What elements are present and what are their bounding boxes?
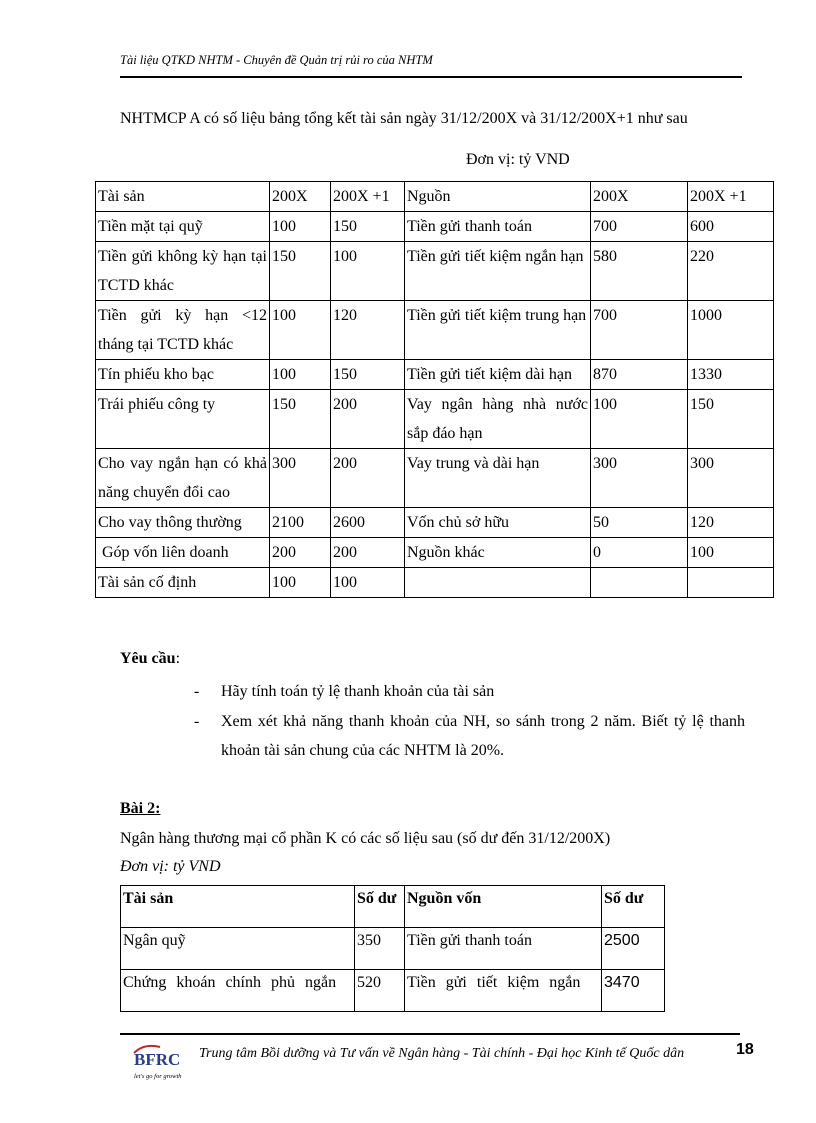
table-cell: 2500 [602, 928, 665, 970]
header-cell: 200X +1 [331, 182, 405, 212]
table-cell: Cho vay thông thường [96, 508, 270, 538]
table-row [96, 301, 774, 360]
exercise-2-title: Bài 2: [120, 800, 161, 817]
table-cell: 120 [331, 301, 405, 360]
page-header: Tài liệu QTKD NHTM - Chuyên đề Quản trị rủi ro của NHTM [120, 53, 433, 67]
table-cell: 100 [270, 360, 331, 390]
table-row [96, 390, 774, 449]
table-cell: Tài sản cố định [96, 568, 270, 598]
table-cell: 150 [270, 390, 331, 449]
table-cell: Tín phiếu kho bạc [96, 360, 270, 390]
dash-marker: - [194, 683, 200, 700]
header-cell: Tài sản [96, 182, 270, 212]
table-cell: 150 [331, 212, 405, 242]
header-cell: Số dư [355, 886, 405, 928]
footer-text: Trung tâm Bồi dưỡng và Tư vấn về Ngân hàng - Tài chính - Đại học Kinh tế Quốc dân [199, 1046, 685, 1061]
header-cell: 200X [591, 182, 688, 212]
table-header-row [121, 886, 665, 928]
bank-k-table [120, 885, 665, 1012]
bfrc-logo [130, 1041, 190, 1081]
table-row [96, 568, 774, 598]
table-cell: 100 [688, 538, 774, 568]
table-cell: Tiền gửi tiết kiệm dài hạn [405, 360, 591, 390]
table-row [96, 360, 774, 390]
header-cell: 200X +1 [688, 182, 774, 212]
table-cell: Tiền gửi thanh toán [405, 928, 602, 970]
table-cell: 1000 [688, 301, 774, 360]
table-cell: 200 [331, 390, 405, 449]
logo-tagline: let's go for growth [134, 1073, 182, 1080]
table-cell: 350 [355, 928, 405, 970]
page-number: 18 [736, 1041, 754, 1058]
table-cell: 700 [591, 301, 688, 360]
table-cell: 100 [270, 301, 331, 360]
table-cell: 520 [355, 970, 405, 1012]
table-cell: 150 [688, 390, 774, 449]
table-cell: 300 [591, 449, 688, 508]
table-cell: 100 [270, 568, 331, 598]
table-cell: 200 [270, 538, 331, 568]
logo-text: BFRC [134, 1050, 181, 1069]
table-cell: 700 [591, 212, 688, 242]
table-cell [591, 568, 688, 598]
footer-rule [120, 1033, 740, 1035]
table-cell: 580 [591, 242, 688, 301]
header-cell: 200X [270, 182, 331, 212]
table-cell: Vốn chủ sở hữu [405, 508, 591, 538]
table-cell: 3470 [602, 970, 665, 1012]
table-row [96, 449, 774, 508]
table-row [96, 538, 774, 568]
exercise-2-text: Ngân hàng thương mại cổ phần K có các số liệu sau (số dư đến 31/12/200X) [120, 830, 611, 847]
table-cell: 100 [331, 242, 405, 301]
requirement-item-text: Hãy tính toán tỷ lệ thanh khoản của tài sản [221, 683, 495, 700]
table-cell: Trái phiếu công ty [96, 390, 270, 449]
table-cell: 1330 [688, 360, 774, 390]
unit-label-2: Đơn vị: tỷ VND [120, 858, 221, 875]
table-cell: 150 [270, 242, 331, 301]
table-cell: Vay trung và dài hạn [405, 449, 591, 508]
table-cell: 2600 [331, 508, 405, 538]
table-cell: 50 [591, 508, 688, 538]
table-cell: Tiền gửi tiết kiệm ngắn hạn [405, 242, 591, 301]
table-cell: 120 [688, 508, 774, 538]
table-cell: 300 [688, 449, 774, 508]
unit-label-1: Đơn vị: tỷ VND [466, 151, 570, 168]
table-header-row [96, 182, 774, 212]
table-cell: Tiền gửi thanh toán [405, 212, 591, 242]
table-cell: 870 [591, 360, 688, 390]
table-cell: Tiền gửi không kỳ hạn tại TCTD khác [96, 242, 270, 301]
table-cell: 150 [331, 360, 405, 390]
table-cell: 100 [331, 568, 405, 598]
table-cell: Ngân quỹ [121, 928, 355, 970]
table-cell: 200 [331, 449, 405, 508]
table-cell: Nguồn khác [405, 538, 591, 568]
table-cell: Cho vay ngắn hạn có khả năng chuyển đổi cao [96, 449, 270, 508]
requirement-heading: Yêu cầu: [120, 650, 181, 667]
table-cell: 0 [591, 538, 688, 568]
table-row [121, 970, 665, 1012]
table-row [96, 508, 774, 538]
table-cell [405, 568, 591, 598]
table-cell: Vay ngân hàng nhà nước sắp đáo hạn [405, 390, 591, 449]
requirement-item [194, 677, 754, 706]
table-row [96, 242, 774, 301]
table-cell: 100 [270, 212, 331, 242]
header-rule [120, 76, 742, 78]
dash-marker: - [194, 713, 200, 730]
table-cell: 300 [270, 449, 331, 508]
table-cell: 200 [331, 538, 405, 568]
table-cell: Tiền gửi kỳ hạn <12 tháng tại TCTD khác [96, 301, 270, 360]
intro-paragraph: NHTMCP A có số liệu bảng tổng kết tài sản ngày 31/12/200X và 31/12/200X+1 như sau [120, 110, 688, 127]
table-cell: Chứng khoán chính phủ ngắn [121, 970, 355, 1012]
table-cell [688, 568, 774, 598]
table-cell: 100 [591, 390, 688, 449]
table-row [121, 928, 665, 970]
balance-sheet-table [95, 181, 774, 598]
table-cell: Góp vốn liên doanh [96, 538, 270, 568]
table-cell: Tiền mặt tại quỹ [96, 212, 270, 242]
table-row [96, 212, 774, 242]
requirement-item-text: Xem xét khả năng thanh khoản của NH, so sánh trong 2 năm. Biết tỷ lệ thanh khoản tài sản chung của các NHTM là 20%. [221, 713, 745, 759]
header-cell: Số dư [602, 886, 665, 928]
table-cell: Tiền gửi tiết kiệm ngắn [405, 970, 602, 1012]
header-cell: Nguồn vốn [405, 886, 602, 928]
table-cell: Tiền gửi tiết kiệm trung hạn [405, 301, 591, 360]
header-cell: Nguồn [405, 182, 591, 212]
table-cell: 220 [688, 242, 774, 301]
requirement-item [194, 707, 745, 765]
header-cell: Tài sản [121, 886, 355, 928]
table-cell: 600 [688, 212, 774, 242]
table-cell: 2100 [270, 508, 331, 538]
